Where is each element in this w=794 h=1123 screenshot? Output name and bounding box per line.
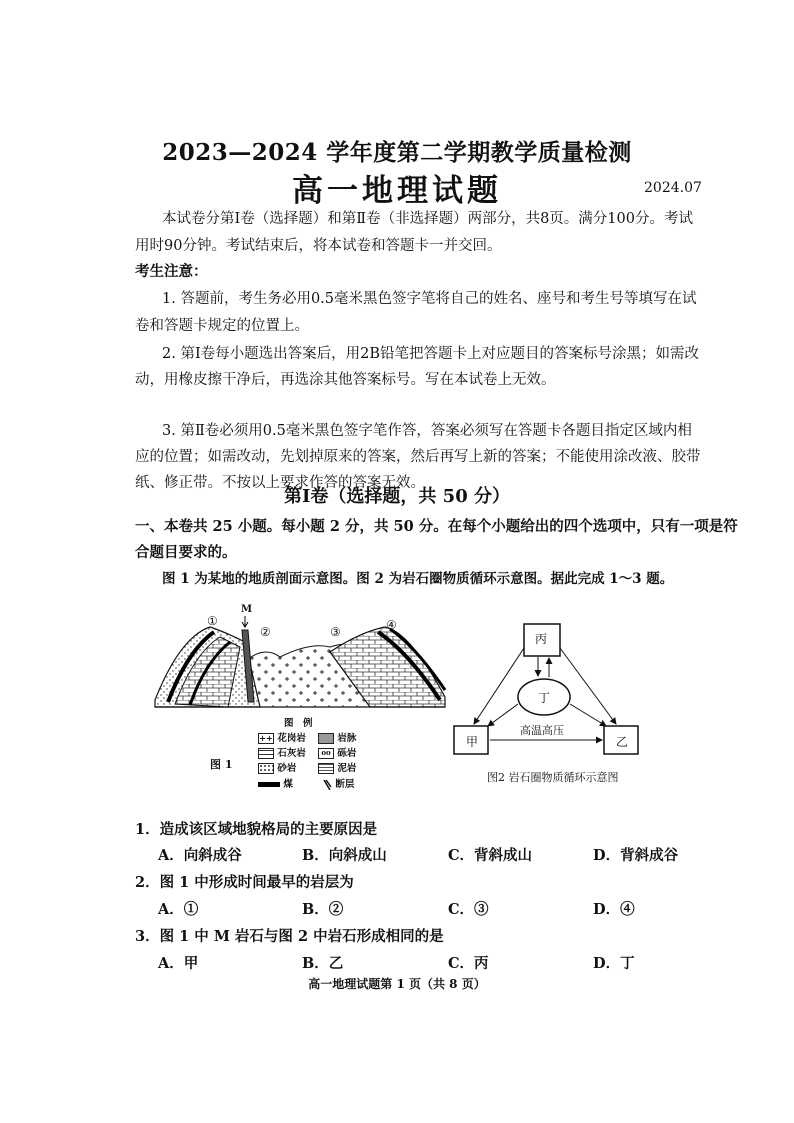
legend-dike-label: 岩脉 bbox=[337, 733, 357, 744]
question-1-option-a: A．向斜成谷 bbox=[158, 847, 242, 864]
question-2-option-b: B．② bbox=[302, 901, 344, 918]
legend-item-coal bbox=[258, 776, 293, 790]
notice-1-line1: 1. 答题前，考生务必用0.5毫米黑色签字笔将自己的姓名、座号和考生号等填写在试 bbox=[162, 291, 697, 307]
notice-3-line1: 3. 第Ⅱ卷必须用0.5毫米黑色签字笔作答，答案必须写在答题卡各题目指定区域内相 bbox=[162, 423, 692, 439]
question-1-stem: 1．造成该区域地貌格局的主要原因是 bbox=[135, 821, 378, 838]
legend-item-fault bbox=[322, 776, 354, 790]
exam-title: 高一地理试题 bbox=[292, 173, 502, 209]
question-1-option-c: C．背斜成山 bbox=[448, 847, 533, 864]
legend-item-mudstone bbox=[318, 760, 356, 774]
section-title: 第Ⅰ卷（选择题，共 50 分） bbox=[283, 486, 510, 507]
question-3-option-a: A．甲 bbox=[158, 955, 199, 972]
section-instructions-line1: 一、本卷共 25 小题。每小题 2 分，共 50 分。在每个小题给出的四个选项中，只有一项是符 bbox=[135, 518, 738, 535]
granite-swatch: ++ bbox=[259, 733, 273, 743]
legend-item-sandstone bbox=[258, 760, 296, 774]
figure1-cross-section bbox=[150, 612, 450, 712]
exam-date: 2024.07 bbox=[644, 180, 702, 196]
legend-limestone-label: 石灰岩 bbox=[277, 748, 306, 759]
question-2-option-a: A．① bbox=[158, 901, 199, 918]
legend-item-granite bbox=[258, 730, 306, 744]
notice-2-line1: 2. 第Ⅰ卷每小题选出答案后，用2B铅笔把答题卡上对应题目的答案标号涂黑；如需改 bbox=[162, 346, 700, 362]
legend-mudstone-label: 泥岩 bbox=[337, 763, 357, 774]
notice-2-line2: 动，用橡皮擦干净后，再选涂其他答案标号。写在本试卷上无效。 bbox=[135, 372, 556, 388]
figure1-caption: 图 1 bbox=[210, 758, 233, 771]
figure2-caption: 图2 岩石圈物质循环示意图 bbox=[487, 771, 619, 784]
legend-item-conglomerate bbox=[318, 745, 356, 759]
legend-coal-label: 煤 bbox=[283, 779, 293, 790]
question-2-option-d: D．④ bbox=[593, 901, 635, 918]
legend-granite-label: 花岗岩 bbox=[277, 733, 306, 744]
node-ding-label: 丁 bbox=[538, 691, 551, 705]
intro-line2: 用时90分钟。考试结束后，将本试卷和答题卡一并交回。 bbox=[135, 238, 502, 254]
notice-heading: 考生注意： bbox=[135, 263, 208, 280]
section-instructions-line2: 合题目要求的。 bbox=[135, 544, 237, 561]
coal-swatch bbox=[258, 782, 280, 787]
intro-line1: 本试卷分第Ⅰ卷（选择题）和第Ⅱ卷（非选择题）两部分，共8页。满分100分。考试 bbox=[162, 211, 693, 227]
figure1-label-2: ② bbox=[260, 625, 271, 639]
figure1-label-3: ③ bbox=[330, 625, 341, 639]
legend-sandstone-label: 砂岩 bbox=[277, 763, 297, 774]
legend-item-dike bbox=[318, 730, 356, 744]
exam-title-line1: 2023—2024 学年度第二学期教学质量检测 bbox=[162, 139, 632, 166]
sandstone-swatch bbox=[258, 763, 274, 774]
notice-1-line2: 卷和答题卡规定的位置上。 bbox=[135, 318, 309, 334]
question-3-option-d: D．丁 bbox=[593, 955, 635, 972]
legend-fault-label: 断层 bbox=[335, 779, 355, 790]
question-stem-context: 图 1 为某地的地质剖面示意图。图 2 为岩石圈物质循环示意图。据此完成 1～3 题。 bbox=[162, 571, 674, 587]
legend-conglomerate-label: 砾岩 bbox=[337, 748, 357, 759]
question-2-stem: 2．图 1 中形成时间最早的岩层为 bbox=[135, 874, 354, 891]
question-3-option-c: C．丙 bbox=[448, 955, 489, 972]
page-footer: 高一地理试题第 1 页（共 8 页） bbox=[308, 977, 486, 991]
question-1-option-b: B．向斜成山 bbox=[302, 847, 387, 864]
node-jia-label: 甲 bbox=[466, 735, 479, 749]
dike-swatch bbox=[318, 733, 334, 744]
fault-icon bbox=[322, 780, 332, 790]
question-3-option-b: B．乙 bbox=[302, 955, 344, 972]
arrow-label-high-temp-pressure: 高温高压 bbox=[520, 724, 564, 737]
notice-3-line2: 应的位置；如需改动，先划掉原来的答案，然后再写上新的答案；不能使用涂改液、胶带 bbox=[135, 449, 701, 465]
conglomerate-swatch: oo bbox=[318, 748, 334, 759]
legend-item-limestone bbox=[258, 745, 306, 759]
figure1-label-1: ① bbox=[207, 614, 218, 628]
node-yi-label: 乙 bbox=[616, 735, 629, 749]
question-3-stem: 3．图 1 中 M 岩石与图 2 中岩石形成相同的是 bbox=[135, 928, 444, 945]
figure1-label-4: ④ bbox=[386, 618, 397, 632]
limestone-swatch bbox=[258, 748, 274, 759]
node-bing-label: 丙 bbox=[535, 632, 548, 646]
figure1-marker-m: M bbox=[241, 604, 253, 615]
mudstone-swatch bbox=[318, 763, 334, 774]
notice-3-line3: 纸、修正带。不按以上要求作答的答案无效。 bbox=[135, 475, 425, 491]
question-2-option-c: C．③ bbox=[448, 901, 489, 918]
question-1-option-d: D．背斜成谷 bbox=[593, 847, 679, 864]
legend-title: 图 例 bbox=[284, 718, 313, 729]
